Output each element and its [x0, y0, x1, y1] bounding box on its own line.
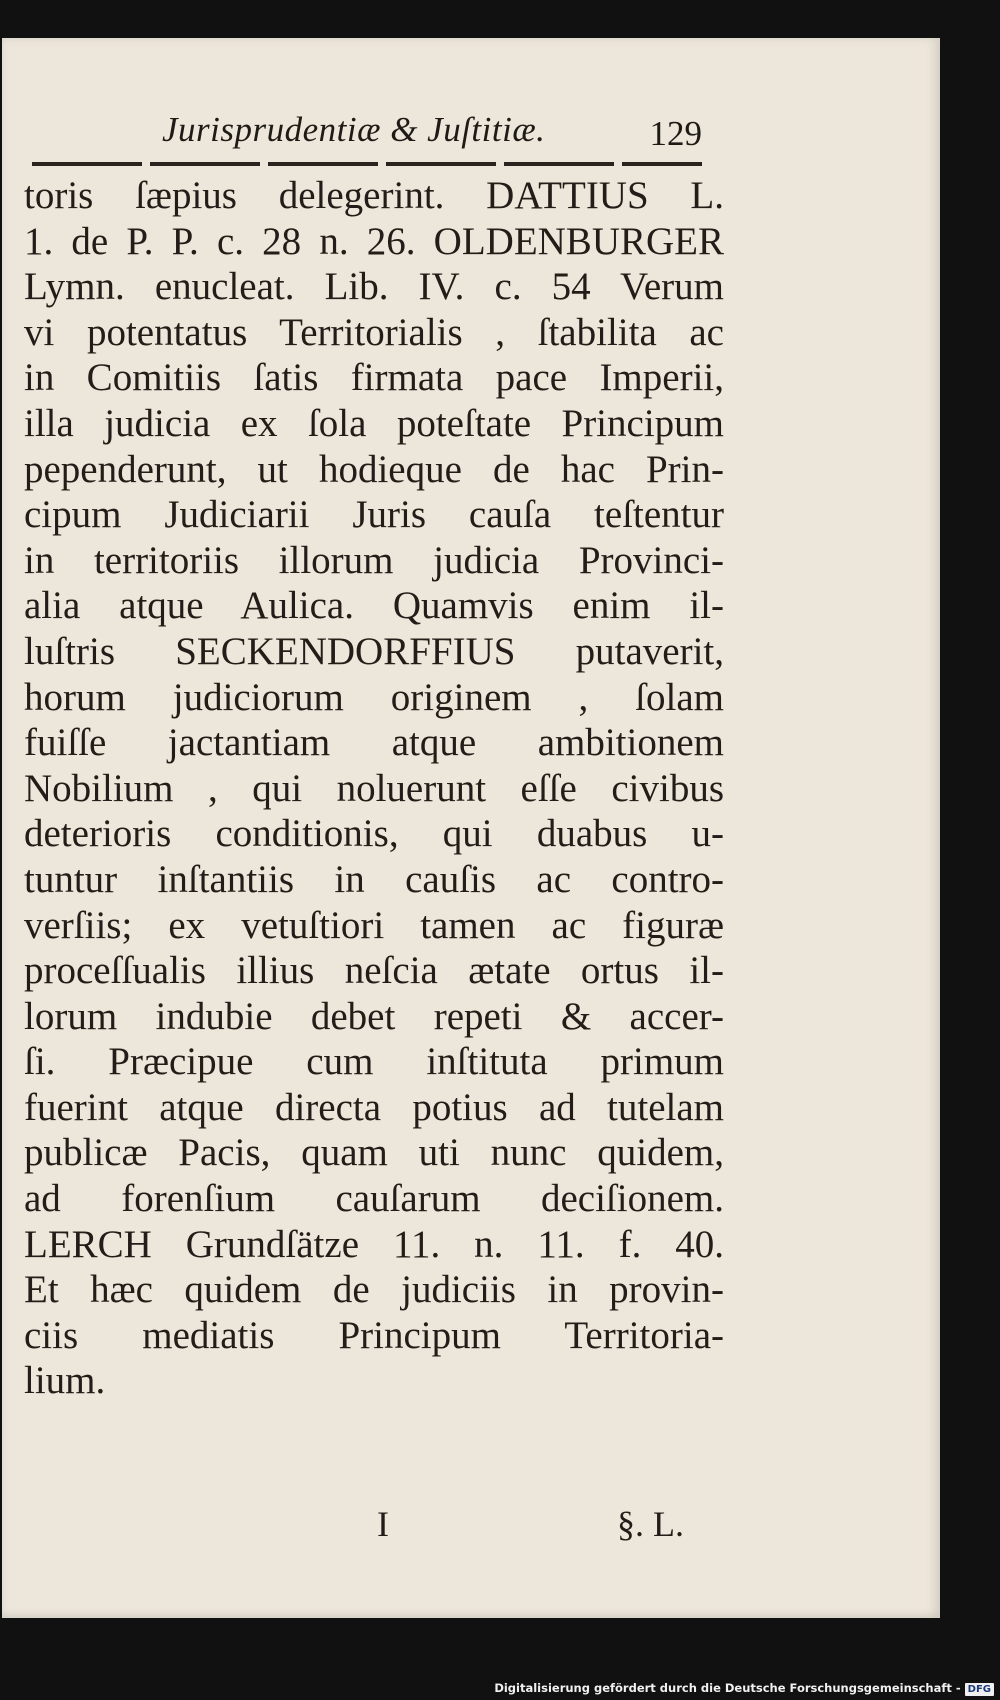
text-line: publicæ Pacis, quam uti nunc quidem,: [24, 1131, 724, 1175]
text-line: horum judiciorum originem , ſolam: [24, 675, 724, 719]
text-line: proceſſualis illius neſcia ætate ortus il-: [24, 949, 724, 993]
text-line: in Comitiis ſatis firmata pace Imperii,: [24, 356, 724, 400]
text-line: ciis mediatis Principum Territoria-: [24, 1313, 724, 1357]
text-line: in territoriis illorum judicia Provinci-: [24, 538, 724, 582]
running-head: Jurisprudentiæ & Juſtitiæ.: [162, 110, 546, 149]
text-line: pependerunt, ut hodieque de hac Prin-: [24, 447, 724, 491]
text-line: luſtris SECKENDORFFIUS putaverit,: [24, 629, 724, 673]
text-line: LERCH Grundſätze 11. n. 11. f. 40.: [24, 1222, 724, 1266]
dfg-logo: DFG: [965, 1683, 994, 1696]
credit-text: Digitalisierung gefördert durch die Deutsche Forschungsgemeinschaft -: [494, 1681, 961, 1695]
text-line: ſi. Præcipue cum inſtituta primum: [24, 1040, 724, 1084]
text-line: Nobilium , qui noluerunt eſſe civibus: [24, 766, 724, 810]
page-header: [32, 110, 702, 170]
text-line: lium.: [24, 1359, 106, 1403]
page-footer: [32, 1503, 722, 1553]
page-number: 129: [649, 114, 702, 153]
text-line: fuerint atque directa potius ad tutelam: [24, 1085, 724, 1129]
catchword: §. L.: [617, 1504, 684, 1544]
text-line: deterioris conditionis, qui duabus u-: [24, 812, 724, 856]
header-rule: [32, 162, 702, 166]
text-line: Lymn. enucleat. Lib. IV. c. 54 Verum: [24, 265, 724, 309]
text-line: vi potentatus Territorialis , ſtabilita ac: [24, 310, 724, 354]
text-line: Et hæc quidem de judiciis in provin-: [24, 1268, 724, 1312]
digitization-credit: [494, 1681, 994, 1696]
text-line: 1. de P. P. c. 28 n. 26. OLDENBURGER: [24, 219, 724, 263]
text-line: illa judicia ex ſola poteſtate Principum: [24, 401, 724, 445]
text-line: ad forenſium cauſarum deciſionem.: [24, 1177, 724, 1221]
text-line: tuntur inſtantiis in cauſis ac contro-: [24, 857, 724, 901]
text-line: cipum Judiciarii Juris cauſa teſtentur: [24, 493, 724, 537]
text-line: toris ſæpius delegerint. DATTIUS L.: [24, 174, 724, 217]
text-line: fuiſſe jactantiam atque ambitionem: [24, 721, 724, 765]
text-line: lorum indubie debet repeti & accer-: [24, 994, 724, 1038]
signature-mark: I: [377, 1504, 389, 1544]
book-page: [2, 38, 940, 1618]
body-text: [24, 173, 724, 1404]
text-line: alia atque Aulica. Quamvis enim il-: [24, 584, 724, 628]
text-line: verſiis; ex vetuſtiori tamen ac figuræ: [24, 903, 724, 947]
